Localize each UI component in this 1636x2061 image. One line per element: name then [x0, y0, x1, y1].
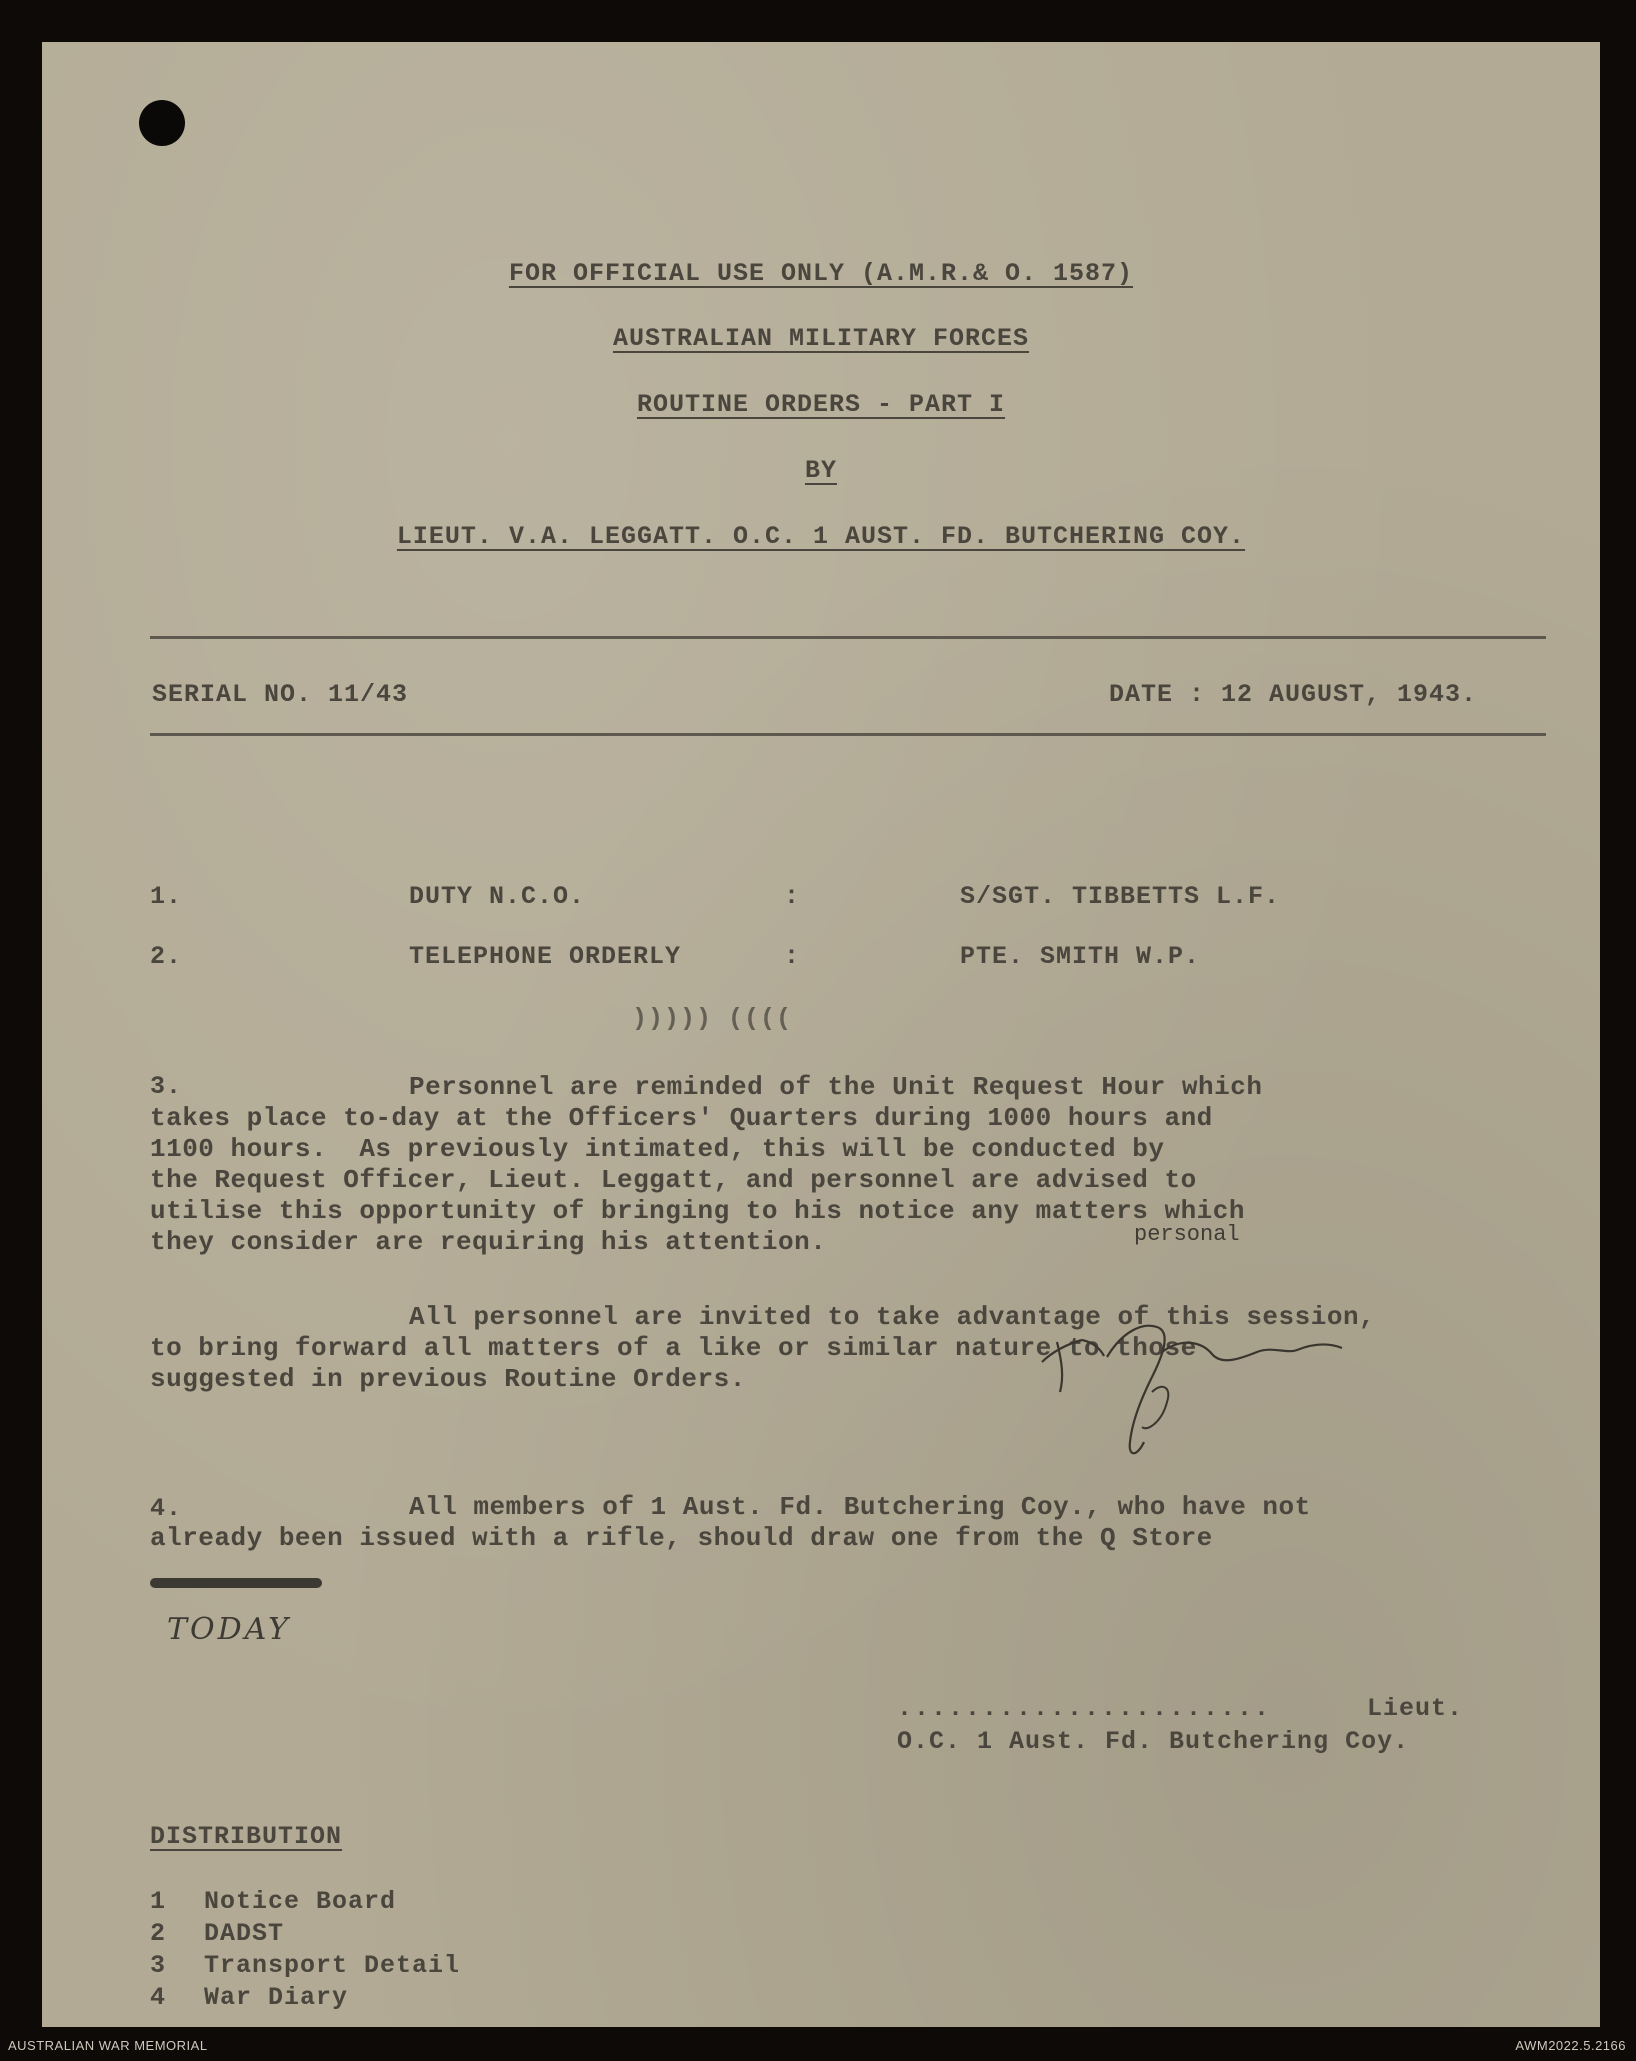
signature-title: O.C. 1 Aust. Fd. Butchering Coy. — [897, 1727, 1410, 1756]
footer-accession-number: AWM2022.5.2166 — [1515, 2038, 1626, 2053]
para-3b-line-1: All personnel are invited to take advantage of this session, — [409, 1302, 1376, 1332]
distribution-num-1: 1 — [150, 1887, 167, 1916]
punch-hole — [139, 100, 185, 146]
handwritten-signature — [1012, 1282, 1392, 1462]
para-4-line-1: All members of 1 Aust. Fd. Butchering Coy., who have not — [409, 1492, 1311, 1522]
item-2-value: PTE. SMITH W.P. — [960, 942, 1201, 971]
para-3b-line-3: suggested in previous Routine Orders. — [150, 1364, 746, 1394]
handwritten-today: TODAY — [167, 1612, 291, 1647]
distribution-num-2: 2 — [150, 1919, 167, 1948]
header-line-4: BY — [804, 456, 837, 485]
document-sheet — [42, 42, 1600, 2027]
item-2-label: TELEPHONE ORDERLY — [409, 942, 682, 971]
item-1-value: S/SGT. TIBBETTS L.F. — [960, 882, 1281, 911]
para-3b-line-2: to bring forward all matters of a like or similar nature to those — [150, 1333, 1197, 1363]
distribution-entry-4: War Diary — [204, 1983, 349, 2012]
para-3-number: 3. — [150, 1072, 183, 1101]
header-line-1: FOR OFFICIAL USE ONLY (A.M.R.& O. 1587) — [508, 259, 1134, 288]
distribution-entry-3: Transport Detail — [204, 1951, 461, 1980]
item-1-sep: : — [784, 882, 801, 911]
para-3-line-3: 1100 hours. As previously intimated, this will be conducted by — [150, 1134, 1165, 1164]
signature-dots: ...................... — [897, 1694, 1272, 1723]
header-line-2: AUSTRALIAN MILITARY FORCES — [612, 324, 1030, 353]
order-date: DATE : 12 AUGUST, 1943. — [1109, 680, 1478, 709]
para-3-line-6: they consider are requiring his attention. — [150, 1227, 827, 1257]
item-1-label: DUTY N.C.O. — [409, 882, 586, 911]
header-line-5: LIEUT. V.A. LEGGATT. O.C. 1 AUST. FD. BUTCHERING COY. — [396, 522, 1246, 551]
para-3-line-1: Personnel are reminded of the Unit Request Hour which — [409, 1072, 1263, 1102]
distribution-entry-2: DADST — [204, 1919, 285, 1948]
para-4-number: 4. — [150, 1494, 183, 1523]
para-3-line-4: the Request Officer, Lieut. Leggatt, and personnel are advised to — [150, 1165, 1197, 1195]
para-3-line-5: utilise this opportunity of bringing to his notice any matters which — [150, 1196, 1245, 1226]
rule-bottom — [150, 733, 1546, 736]
footer-institution: AUSTRALIAN WAR MEMORIAL — [8, 2038, 208, 2053]
header-line-3: ROUTINE ORDERS - PART I — [636, 390, 1006, 419]
struck-out-text — [150, 1578, 322, 1588]
rule-top — [150, 636, 1546, 639]
item-2-sep: : — [784, 942, 801, 971]
signature-rank: Lieut. — [1367, 1694, 1464, 1723]
serial-number: SERIAL NO. 11/43 — [152, 680, 409, 709]
item-2-number: 2. — [150, 942, 183, 971]
item-1-number: 1. — [150, 882, 183, 911]
para-4-line-2: already been issued with a rifle, should draw one from the Q Store — [150, 1523, 1213, 1553]
para-3-line-2: takes place to-day at the Officers' Quarters during 1000 hours and — [150, 1103, 1213, 1133]
distribution-title: DISTRIBUTION — [150, 1822, 343, 1851]
insertion-word: personal — [1134, 1222, 1240, 1247]
distribution-num-3: 3 — [150, 1951, 167, 1980]
separator-marks: ))))) (((( — [632, 1004, 793, 1033]
distribution-num-4: 4 — [150, 1983, 167, 2012]
distribution-entry-1: Notice Board — [204, 1887, 397, 1916]
